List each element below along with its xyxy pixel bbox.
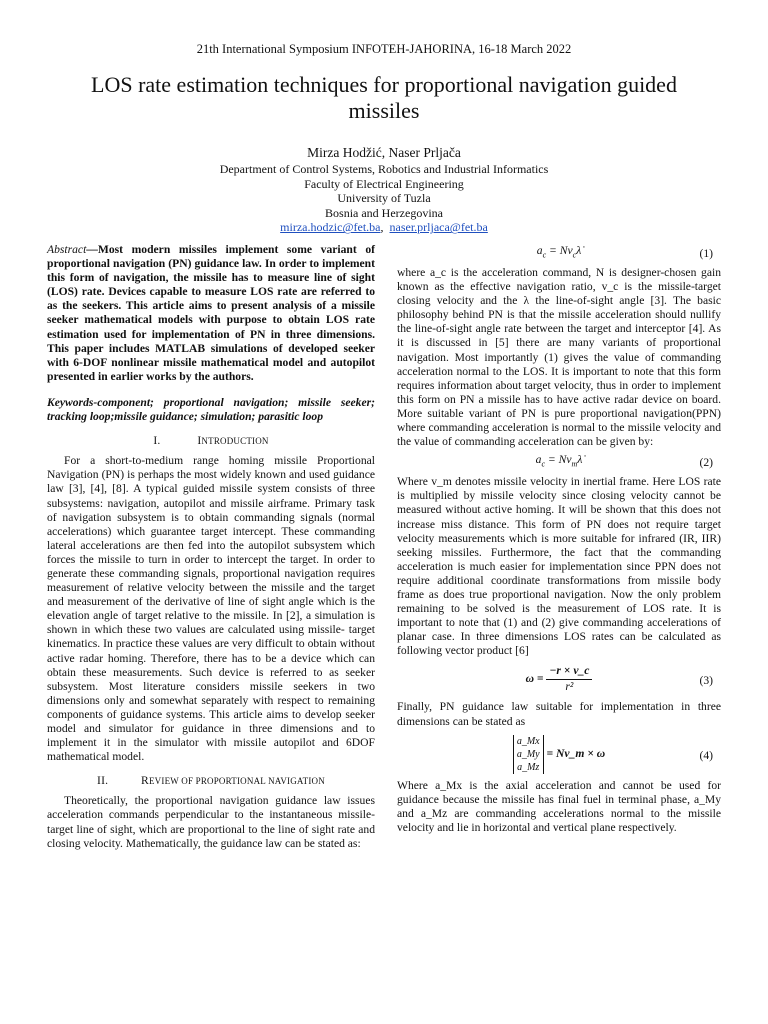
left-column xyxy=(47,243,375,851)
eq2-lhs-sub: c xyxy=(541,459,546,469)
equation-1 xyxy=(397,244,721,266)
paragraph-after-eq4: Where a_Mx is the axial acceleration and cannot be used for guidance because the missile has final fuel in terminal phase, a_My and a_Mz are commanding accelerations normal to the missile velocity and lie in horizontal and vertical plane respectively. xyxy=(397,778,721,834)
affiliation-faculty: Faculty of Electrical Engineering xyxy=(304,176,464,191)
section-title-rest: EVIEW OF PROPORTIONAL NAVIGATION xyxy=(148,776,325,787)
paragraph-after-eq3: Finally, PN guidance law suitable for implementation in three dimensions can be stated as xyxy=(397,700,721,728)
emails: mirza.hodzic@fet.ba, naser.prljaca@fet.ba xyxy=(280,220,488,235)
eq1-rhs: = Nv xyxy=(549,244,573,257)
keywords: Keywords-component; proportional navigation; missile seeker; tracking loop;missile guidance; simulation; parasitic loop xyxy=(47,395,375,424)
affiliation-block xyxy=(0,162,768,235)
section-title-initial: I xyxy=(197,434,202,448)
equation-number: (1) xyxy=(699,247,713,260)
section-number: II. xyxy=(97,774,109,788)
eq1-tail: λ̇ xyxy=(576,244,582,257)
eq3-numerator: −r × v_c xyxy=(546,664,592,679)
equation-number: (3) xyxy=(699,674,713,688)
abstract-text: —Most modern missiles implement some variant of proportional navigation (PN) guidance law. In order to implement this form of navigation, the missile has to measure line of sight (LOS) rate. Devices capable to measure LOS rate are referred to as the seekers. This article aims to present analysis of a missile seeker mathematical models with purpose to obtain LOS rate estimation used for implementation of PN in three dimensions. This paper includes MATLAB simulations of developed seeker with 6-DOF nonlinear missile mathematical model and autopilot presented in earlier works by the authors. xyxy=(47,243,375,383)
introduction-paragraph: For a short-to-medium range homing missile Proportional Navigation (PN) is perhaps the most widely known and used guidance law [3], [4], [8]. A typical guided missile system consists of three subsystems: navigation, autopilot and missile airframe. Primary task of navigation subsystem is to obtain commanding signals (normal accelerations) which guarantee target intercept. These commanding lateral accelerations are then fed into the autopilot subsystem which forces the missile to turn in order to intercept the target. In order to generate these commanding signals, proportional navigation requires measurement of relative velocity between the missile and the target and measurement of the derivative of line of sight angle which is the elevation angle of target relative to the missile. In [2], a simulation is shown in which these two values are calculated using missile- target kinematics. In practice these values are very difficult to obtain without active radar homing. Therefore, there has to be a device which can obtain these measurements. Such device is referred to as seeker subsystem. Most literature considers missile seekers in two dimensions only and somewhat separately with respect to remaining components of guidance systems. This article aims to develop seeker model and simulator for guidance in three dimensions and to implement it in the simulator with missile autopilot and 6DOF mathematical model. xyxy=(47,454,375,764)
abstract xyxy=(47,243,375,384)
eq4-rhs: = Nv_m × ω xyxy=(546,747,606,761)
section-number: I. xyxy=(153,434,161,448)
eq4-vec-x: a_Mx xyxy=(516,735,540,747)
equation-3 xyxy=(397,664,721,700)
eq1-lhs-sub: c xyxy=(542,250,547,260)
eq2-tail: λ̇ xyxy=(577,453,583,467)
section-title-rest: NTRODUCTION xyxy=(201,436,269,447)
equation-4 xyxy=(397,735,721,779)
paper-title: LOS rate estimation techniques for proportional navigation guided missiles xyxy=(91,72,677,123)
authors: Mirza Hodžić, Naser Prljača xyxy=(307,145,461,160)
affiliation-country: Bosnia and Herzegovina xyxy=(325,205,443,220)
eq1-lhs: a xyxy=(536,244,543,257)
section-heading-review xyxy=(47,774,375,788)
eq3-lhs: ω = xyxy=(525,671,544,685)
eq3-denominator: r² xyxy=(565,679,574,693)
email-link-prljaca[interactable]: naser.prljaca@fet.ba xyxy=(389,220,488,235)
right-column xyxy=(397,244,721,835)
section-title-initial: R xyxy=(141,774,149,788)
abstract-label: Abstract xyxy=(47,243,87,256)
paragraph-after-eq2: Where v_m denotes missile velocity in inertial frame. Here LOS rate is multiplied by missile velocity since closing velocity cannot be measured without active homing. It will be shown that this does not increase miss distance. This form of PN does not require target velocity measurements which is more suitable for infrared (IR, IIR) seeking missiles. Furthermore, the fact that the commanding acceleration is much easier for implementation since PPN does not require additional coordinate transformations from missile body frame as does true proportional navigation. Now the only problem remaining to be solved is the measurement of LOS rate. It is important to note that (1) and (2) give commanding accelerations of planar case. In three dimensions LOS rates can be calculated as following vector product [6] xyxy=(397,475,721,658)
eq2-rhs: = Nv xyxy=(547,453,572,467)
equation-2 xyxy=(397,453,721,475)
affiliation-department: Department of Control Systems, Robotics and Industrial Informatics xyxy=(219,162,549,176)
eq2-rhs-sub: m xyxy=(571,459,578,469)
eq4-acceleration-vector xyxy=(513,735,544,774)
eq4-vec-y: a_My xyxy=(516,748,540,760)
equation-number: (2) xyxy=(699,456,713,470)
review-paragraph: Theoretically, the proportional navigation guidance law issues acceleration commands perpendicular to the instantaneous missile-target line of sight, which are proportional to the line of sight rate and closing velocity. Mathematically, the guidance law can be stated as: xyxy=(47,794,375,850)
affiliation-university: University of Tuzla xyxy=(337,191,431,206)
eq2-lhs: a xyxy=(535,453,542,467)
conference-header: 21th International Symposium INFOTEH-JAHORINA, 16-18 March 2022 xyxy=(196,42,572,56)
eq3-fraction xyxy=(546,664,592,693)
eq4-vec-z: a_Mz xyxy=(517,761,540,773)
equation-number: (4) xyxy=(699,748,713,762)
paragraph-after-eq1: where a_c is the acceleration command, N is designer-chosen gain known as the effective navigation ratio, v_c is the missile-target closing velocity and the λ the line-of-sight angle [3]. The basic philosophy behind PN is that the missile acceleration should nullify the line-of-sight angle rate between the target and interceptor [4]. As it is discussed in [5] there are many variants of proportional navigation. Most importantly (1) gives the value of commanding acceleration normal to the LOS. It is important to note that this form requires information about target velocity, thus in order to implement this form on PN a missile has to have active radar device on board. More suitable variant of PN is pure proportional navigation(PPN) where commanding acceleration is normal to the missile velocity and the value of commanding acceleration can be given by: xyxy=(397,266,721,449)
section-heading-introduction xyxy=(47,434,375,448)
email-link-hodzic[interactable]: mirza.hodzic@fet.ba xyxy=(280,220,381,235)
eq1-rhs-sub: c xyxy=(572,250,577,260)
